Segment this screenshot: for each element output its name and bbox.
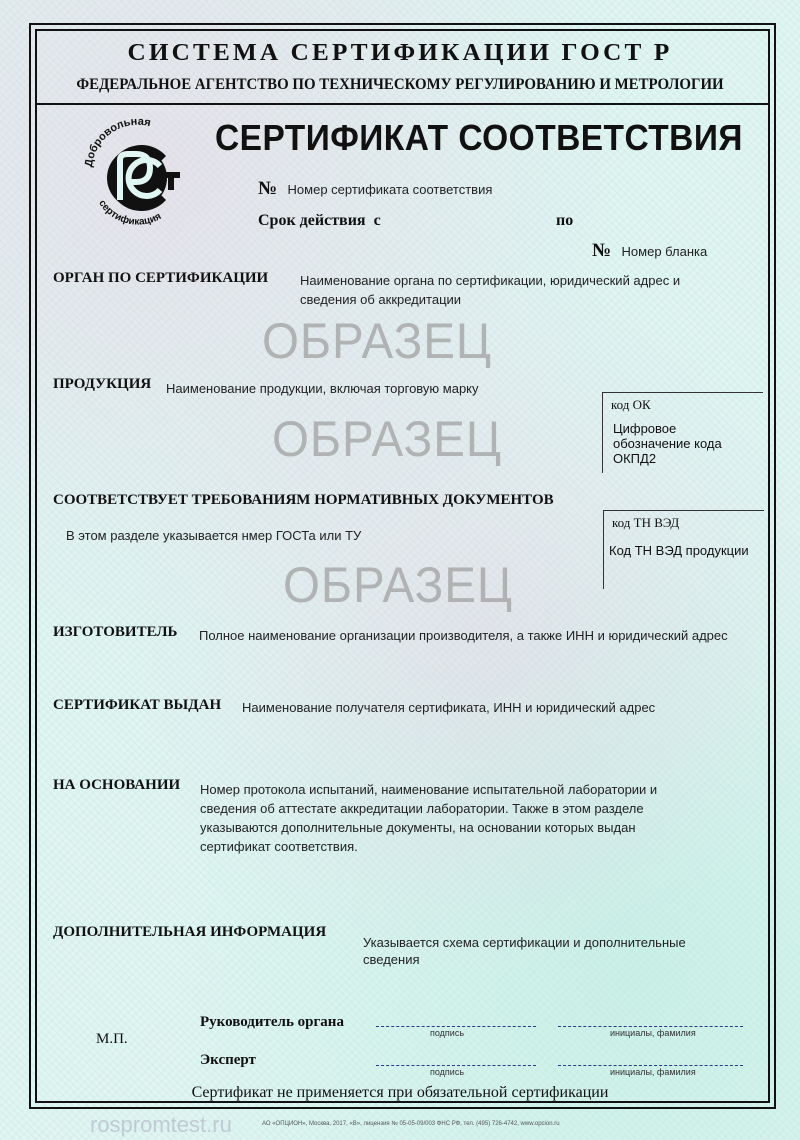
expert-signature-field[interactable]: [376, 1065, 536, 1066]
expert-name-field[interactable]: [558, 1065, 743, 1066]
tnved-code-field[interactable]: Код ТН ВЭД продукции: [609, 543, 749, 558]
logo-top-text: Добровольная: [82, 118, 152, 168]
basis-label: НА ОСНОВАНИИ: [53, 777, 181, 793]
standards-label: СООТВЕТСТВУЕТ ТРЕБОВАНИЯМ НОРМАТИВНЫХ ДОКУМЕНТОВ: [53, 492, 554, 508]
validity-from-label: с: [373, 212, 381, 229]
stamp-label: М.П.: [96, 1031, 128, 1047]
ok-code-field[interactable]: Цифровое обозначение кода ОКПД2: [613, 421, 722, 466]
watermark-sample-1: ОБРАЗЕЦ: [262, 313, 492, 369]
manufacturer-label: ИЗГОТОВИТЕЛЬ: [53, 624, 178, 640]
head-signature-caption: подпись: [430, 1028, 465, 1038]
issued-to-field[interactable]: Наименование получателя сертификата, ИНН и юридический адрес: [242, 700, 656, 715]
printer-info: АО «ОПЦИОН», Москва, 2017, «В», лицензия № 05-05-09/003 ФНС РФ, тел. (495) 726-4742, www.opcion.ru: [262, 1121, 560, 1127]
cert-body-field[interactable]: Наименование органа по сертификации, юридический адрес и сведения об аккредитации: [300, 273, 681, 307]
rost-logo-icon: [80, 118, 195, 228]
blank-number-sign: №: [592, 240, 612, 261]
tnved-code-label: код ТН ВЭД: [612, 515, 680, 530]
head-name-field[interactable]: [558, 1026, 743, 1027]
site-watermark: rospromtest.ru: [90, 1112, 232, 1137]
validity-to-field[interactable]: [585, 214, 735, 232]
validity-to-label: по: [556, 212, 574, 229]
expert-signature-caption: подпись: [430, 1067, 465, 1077]
watermark-sample-2: ОБРАЗЕЦ: [272, 411, 502, 467]
expert-name-caption: инициалы, фамилия: [610, 1067, 696, 1077]
blank-number-field[interactable]: Номер бланка: [621, 244, 708, 259]
validity-from-field[interactable]: [400, 214, 540, 232]
head-signature-field[interactable]: [376, 1026, 536, 1027]
certificate-number-field[interactable]: Номер сертификата соответствия: [287, 182, 493, 197]
system-title: СИСТЕМА СЕРТИФИКАЦИИ ГОСТ Р: [127, 40, 673, 66]
additional-info-field[interactable]: Указывается схема сертификации и дополнительные сведения: [363, 935, 686, 967]
header-divider: [35, 103, 768, 105]
validity-label: Срок действия с: [258, 212, 381, 229]
tnved-code-box: [603, 510, 764, 589]
ok-code-label: код ОК: [611, 397, 651, 412]
cert-body-label: ОРГАН ПО СЕРТИФИКАЦИИ: [53, 270, 269, 286]
watermark-sample-3: ОБРАЗЕЦ: [283, 557, 513, 613]
ok-code-box: [602, 392, 763, 473]
issued-to-label: СЕРТИФИКАТ ВЫДАН: [53, 697, 222, 713]
head-signature-label: Руководитель органа: [200, 1014, 344, 1030]
logo-bottom-text: сертификация: [96, 198, 164, 228]
basis-field[interactable]: Номер протокола испытаний, наименование испытательной лаборатории и сведения об аттестате аккредитации лаборатории. Также в этом разделе указываются дополнительные документы, на основании которых выдан сертификат соответствия.: [200, 782, 658, 854]
agency-name: ФЕДЕРАЛЬНОЕ АГЕНТСТВО ПО ТЕХНИЧЕСКОМУ РЕГУЛИРОВАНИЮ И МЕТРОЛОГИИ: [76, 76, 724, 93]
certificate-number-row: [258, 178, 492, 200]
footer-note: Сертификат не применяется при обязательной сертификации: [191, 1084, 609, 1101]
head-name-caption: инициалы, фамилия: [610, 1028, 696, 1038]
number-sign: №: [258, 178, 278, 199]
additional-info-label: ДОПОЛНИТЕЛЬНАЯ ИНФОРМАЦИЯ: [53, 924, 327, 940]
expert-signature-label: Эксперт: [200, 1052, 256, 1068]
certificate-title: СЕРТИФИКАТ СООТВЕТСТВИЯ: [215, 117, 743, 158]
manufacturer-field[interactable]: Полное наименование организации производителя, а также ИНН и юридический адрес: [199, 628, 728, 643]
blank-number-row: [592, 240, 707, 262]
product-field[interactable]: Наименование продукции, включая торговую марку: [166, 381, 479, 396]
product-label: ПРОДУКЦИЯ: [53, 376, 152, 392]
standards-field[interactable]: В этом разделе указывается нмер ГОСТа или ТУ: [66, 528, 362, 543]
